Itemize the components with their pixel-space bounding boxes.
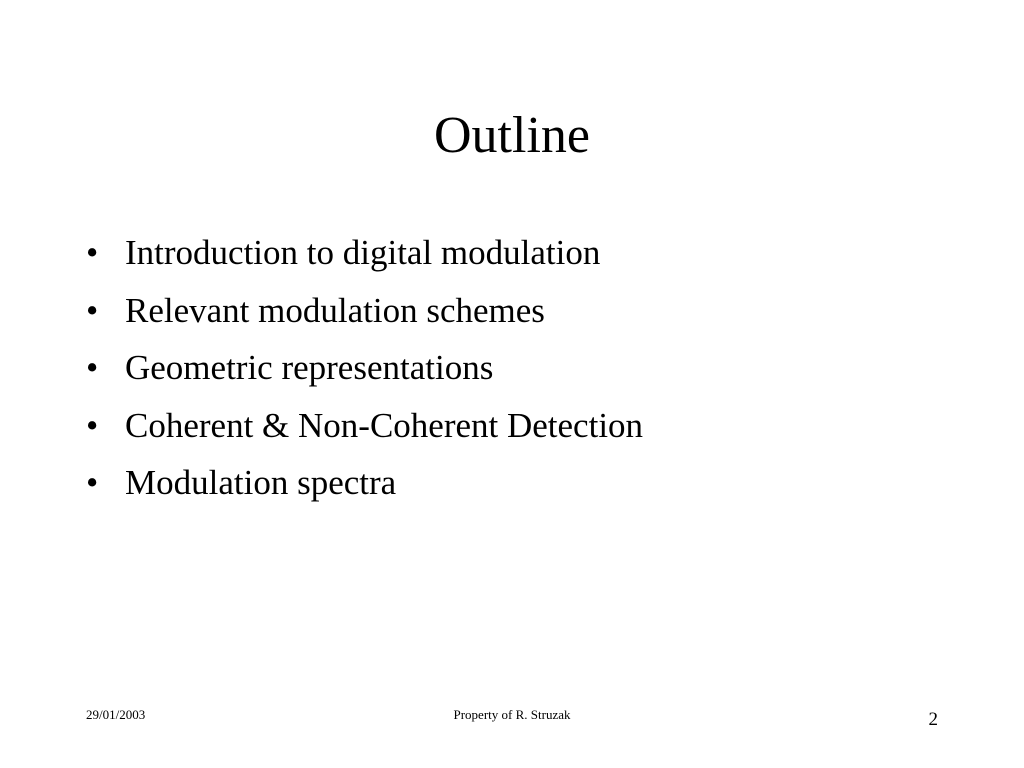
bullet-marker: • bbox=[86, 405, 99, 445]
bullet-item bbox=[86, 343, 643, 401]
slide-title: Outline bbox=[434, 107, 590, 164]
bullet-list bbox=[86, 228, 643, 516]
bullet-text: Relevant modulation schemes bbox=[125, 290, 545, 330]
bullet-item bbox=[86, 458, 643, 516]
bullet-text: Coherent & Non-Coherent Detection bbox=[125, 405, 644, 445]
bullet-marker: • bbox=[86, 233, 99, 272]
bullet-marker: • bbox=[86, 463, 99, 502]
footer-owner: Property of R. Struzak bbox=[453, 707, 571, 722]
bullet-item bbox=[86, 228, 643, 286]
bullet-text: Introduction to digital modulation bbox=[125, 233, 601, 272]
bullet-item bbox=[86, 286, 643, 344]
bullet-text: Modulation spectra bbox=[125, 463, 397, 502]
footer-date: 29/01/2003 bbox=[86, 707, 146, 722]
bullet-marker: • bbox=[86, 290, 99, 330]
bullet-text: Geometric representations bbox=[125, 348, 494, 387]
bullet-marker: • bbox=[86, 348, 99, 387]
bullet-item bbox=[86, 401, 643, 459]
page-number: 2 bbox=[928, 709, 938, 730]
